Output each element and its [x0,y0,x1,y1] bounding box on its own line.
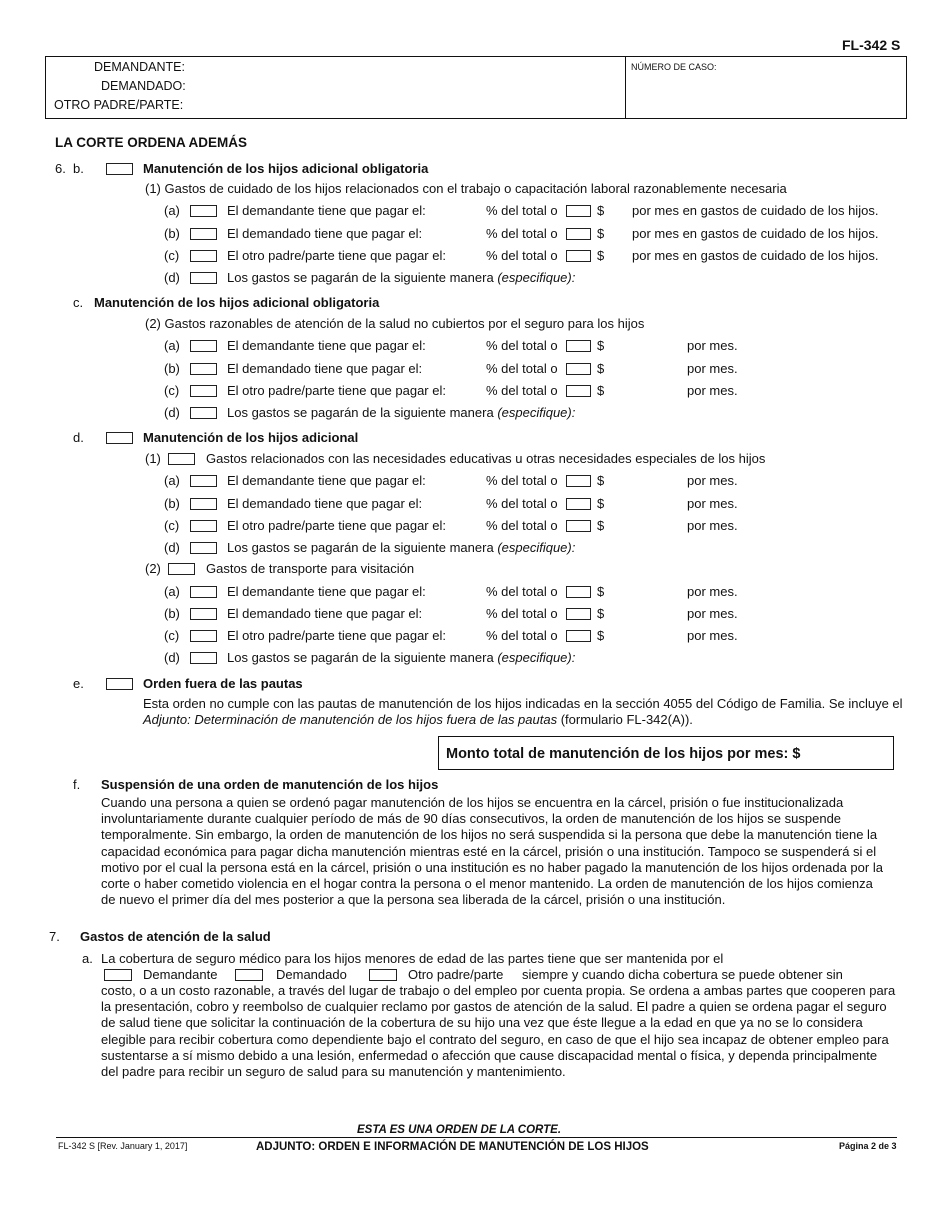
item-7a-line1: La cobertura de seguro médico para los hijos menores de edad de las partes tiene que ser mantenida por el [101,951,724,966]
row-dollar: $ [597,226,605,241]
item-6-number: 6. [55,161,66,176]
row-checkbox[interactable] [190,340,217,352]
row-label: El otro padre/parte tiene que pagar el: [227,248,446,263]
d-spec: (especifique): [497,650,576,665]
row-label: El demandante tiene que pagar el: [227,473,426,488]
row-dollar: $ [597,361,605,376]
row-label: El otro padre/parte tiene que pagar el: [227,383,446,398]
item-6f-letter: f. [73,777,81,792]
row-pct: % del total o [486,361,558,376]
row-pct: % del total o [486,473,558,488]
header-divider [625,57,626,118]
item-7a-letter: a. [82,951,93,966]
respondent-option-label: Demandado [276,967,347,982]
d-text: Los gastos se pagarán de la siguiente manera [227,540,494,555]
row-d-text [227,650,575,665]
item-6d-checkbox[interactable] [106,432,133,444]
row-amount-checkbox[interactable] [566,475,591,487]
d-text: Los gastos se pagarán de la siguiente manera [227,270,494,285]
row-label: El demandado tiene que pagar el: [227,496,423,511]
row-suffix: por mes. [687,518,738,533]
petitioner-option-label: Demandante [143,967,218,982]
row-amount-checkbox[interactable] [566,340,591,352]
row-checkbox[interactable] [190,652,217,664]
court-order-notice: ESTA ES UNA ORDEN DE LA CORTE. [357,1124,562,1136]
d-text: Los gastos se pagarán de la siguiente manera [227,405,494,420]
row-pct: % del total o [486,203,558,218]
row-suffix: por mes. [687,496,738,511]
item-6c-sub-label: (2) Gastos razonables de atención de la salud no cubiertos por el seguro para los hijos [145,316,645,331]
item-6e-checkbox[interactable] [106,678,133,690]
row-dollar: $ [597,628,605,643]
row-suffix: por mes. [687,584,738,599]
respondent-label: DEMANDADO: [101,79,186,93]
row-d-text [227,270,575,285]
row-letter: (a) [164,473,180,488]
row-amount-checkbox[interactable] [566,498,591,510]
item-6d-letter: d. [73,430,84,445]
item-6d-sub2-checkbox[interactable] [168,563,195,575]
row-letter: (d) [164,405,180,420]
section-heading: LA CORTE ORDENA ADEMÁS [55,135,247,150]
row-letter: (b) [164,361,180,376]
form-code: FL-342 S [842,37,901,53]
body-text-end: (formulario FL-342(A)). [557,712,693,728]
row-amount-checkbox[interactable] [566,520,591,532]
row-dollar: $ [597,496,605,511]
row-letter: (a) [164,584,180,599]
d-spec: (especifique): [497,405,576,420]
row-amount-checkbox[interactable] [566,586,591,598]
row-suffix: por mes. [687,606,738,621]
item-7a-line2-tail: siempre y cuando dicha cobertura se puede obtener sin [522,967,843,982]
footer-rule [56,1137,897,1138]
footer-form-rev: FL-342 S [Rev. January 1, 2017] [58,1141,188,1151]
row-dollar: $ [597,248,605,263]
row-dollar: $ [597,584,605,599]
row-pct: % del total o [486,338,558,353]
row-suffix: por mes en gastos de cuidado de los hijos. [632,248,879,263]
item-6b-title: Manutención de los hijos adicional obligatoria [143,161,429,176]
other-party-option-label: Otro padre/parte [408,967,504,982]
row-pct: % del total o [486,383,558,398]
row-label: El demandante tiene que pagar el: [227,203,426,218]
row-checkbox[interactable] [190,228,217,240]
row-label: El otro padre/parte tiene que pagar el: [227,628,446,643]
row-label: El demandado tiene que pagar el: [227,226,423,241]
item-6b-letter: b. [73,161,84,176]
row-letter: (a) [164,338,180,353]
item-6f-body: Cuando una persona a quien se ordenó pagar manutención de los hijos se encuentra en la cárcel, prisión o fue institucionalizada involuntariamente durante cualquier período de más de 90 días consecutivos, la orden de manutención de los hijos se suspende temporalmente. Sin embargo, la orden de manutención de los hijos no será suspendida si la persona que debe la manutención tiene la capacidad económica para pagar dicha manutención mientras esté en la cárcel, prisión o una institución. Tampoco se suspenderá si el motivo por el cual la persona está en la cárcel, prisión o una institución es no haber pagado la manutención de los hijos ordenada por la corte o haber cometido violencia en el hogar contra la persona o el menor mantenido. La orden de manutención de los hijos comienza de nuevo el primer día del mes posterior a que la persona sea liberada de la cárcel, prisión o una institución. [101,795,883,908]
item-6d-sub1-checkbox[interactable] [168,453,195,465]
row-letter: (d) [164,270,180,285]
total-support-label: Monto total de manutención de los hijos por mes: $ [446,746,801,762]
body-text: Esta orden no cumple con las pautas de manutención de los hijos indicadas en la sección 4055 del Código de Familia. Se incluye el [143,696,903,711]
row-letter: (d) [164,650,180,665]
row-pct: % del total o [486,518,558,533]
row-d-text [227,405,575,420]
row-letter: (d) [164,540,180,555]
row-d-text [227,540,575,555]
row-letter: (b) [164,496,180,511]
row-checkbox[interactable] [190,586,217,598]
body-italic: Adjunto: Determinación de manutención de los hijos fuera de las pautas [143,712,558,728]
row-suffix: por mes en gastos de cuidado de los hijos. [632,226,879,241]
row-letter: (c) [164,248,180,263]
row-pct: % del total o [486,248,558,263]
item-6c-title: Manutención de los hijos adicional obligatoria [94,295,380,310]
item-6e-body [143,696,903,728]
row-suffix: por mes. [687,628,738,643]
row-checkbox[interactable] [190,407,217,419]
row-suffix: por mes. [687,338,738,353]
row-checkbox[interactable] [190,205,217,217]
item-6b-sub-label: (1) Gastos de cuidado de los hijos relacionados con el trabajo o capacitación laboral razonablemente necesaria [145,181,787,196]
item-7-title: Gastos de atención de la salud [80,929,271,944]
row-label: El demandante tiene que pagar el: [227,338,426,353]
row-checkbox[interactable] [190,498,217,510]
row-amount-checkbox[interactable] [566,205,591,217]
row-letter: (c) [164,383,180,398]
row-checkbox[interactable] [190,272,217,284]
other-party-checkbox[interactable] [369,969,397,981]
row-letter: (a) [164,203,180,218]
petitioner-checkbox[interactable] [104,969,132,981]
row-letter: (b) [164,606,180,621]
row-dollar: $ [597,338,605,353]
row-label: El demandado tiene que pagar el: [227,606,423,621]
other-party-label: OTRO PADRE/PARTE: [54,98,184,112]
row-label: El demandado tiene que pagar el: [227,361,423,376]
row-dollar: $ [597,473,605,488]
item-6d-sub2-label: Gastos de transporte para visitación [206,561,415,576]
d-spec: (especifique): [497,270,576,285]
row-amount-checkbox[interactable] [566,363,591,375]
row-dollar: $ [597,383,605,398]
item-6e-letter: e. [73,676,84,691]
item-6f-title: Suspensión de una orden de manutención de los hijos [101,777,439,792]
row-checkbox[interactable] [190,475,217,487]
row-suffix: por mes. [687,383,738,398]
row-letter: (c) [164,628,180,643]
petitioner-label: DEMANDANTE: [94,60,185,74]
row-amount-checkbox[interactable] [566,250,591,262]
row-amount-checkbox[interactable] [566,385,591,397]
d-spec: (especifique): [497,540,576,555]
row-amount-checkbox[interactable] [566,630,591,642]
row-checkbox[interactable] [190,250,217,262]
row-suffix: por mes. [687,473,738,488]
row-label: El demandante tiene que pagar el: [227,584,426,599]
item-6b-checkbox[interactable] [106,163,133,175]
row-checkbox[interactable] [190,608,217,620]
row-suffix: por mes en gastos de cuidado de los hijos. [632,203,879,218]
item-6d-title: Manutención de los hijos adicional [143,430,359,445]
row-pct: % del total o [486,496,558,511]
item-6e-title: Orden fuera de las pautas [143,676,303,691]
item-7a-body: costo, o a un costo razonable, a través del lugar de trabajo o del empleo por cuenta propia. Se ordena a ambas partes que cooperen para la presentación, cobro y reembolso de cualquier reclamo por gastos de atención de la salud. El padre a quien se ordena pagar el seguro de salud tiene que solicitar la continuación de la cobertura de su hijo una vez que éste llegue a la edad en que ya no se lo considera elegible para recibir cobertura como dependiente bajo el contrato del seguro, en caso de que el hijo sea incapaz de obtener empleo para sustentarse a sí mismo debido a una lesión, enfermedad o afección que cause discapacidad mental o física, y dependa principalmente del padre para recibir un seguro de salud para su manutención y mantenimiento. [101,983,896,1080]
footer-title: ADJUNTO: ORDEN E INFORMACIÓN DE MANUTENCIÓN DE LOS HIJOS [256,1141,649,1153]
item-6d-sub1-num: (1) [145,451,161,466]
case-number-label: NÚMERO DE CASO: [631,62,717,72]
row-checkbox[interactable] [190,385,217,397]
row-suffix: por mes. [687,361,738,376]
item-6d-sub2-num: (2) [145,561,161,576]
footer-page: Página 2 de 3 [839,1141,897,1151]
row-checkbox[interactable] [190,542,217,554]
row-dollar: $ [597,203,605,218]
row-dollar: $ [597,518,605,533]
row-pct: % del total o [486,226,558,241]
row-dollar: $ [597,606,605,621]
row-letter: (b) [164,226,180,241]
row-checkbox[interactable] [190,363,217,375]
row-label: El otro padre/parte tiene que pagar el: [227,518,446,533]
d-text: Los gastos se pagarán de la siguiente manera [227,650,494,665]
row-amount-checkbox[interactable] [566,228,591,240]
row-checkbox[interactable] [190,520,217,532]
item-6c-letter: c. [73,295,84,310]
row-letter: (c) [164,518,180,533]
item-7-number: 7. [49,929,60,944]
row-pct: % del total o [486,584,558,599]
row-amount-checkbox[interactable] [566,608,591,620]
item-6d-sub1-label: Gastos relacionados con las necesidades educativas u otras necesidades especiales de los hijos [206,451,766,466]
row-pct: % del total o [486,606,558,621]
row-pct: % del total o [486,628,558,643]
row-checkbox[interactable] [190,630,217,642]
respondent-checkbox[interactable] [235,969,263,981]
